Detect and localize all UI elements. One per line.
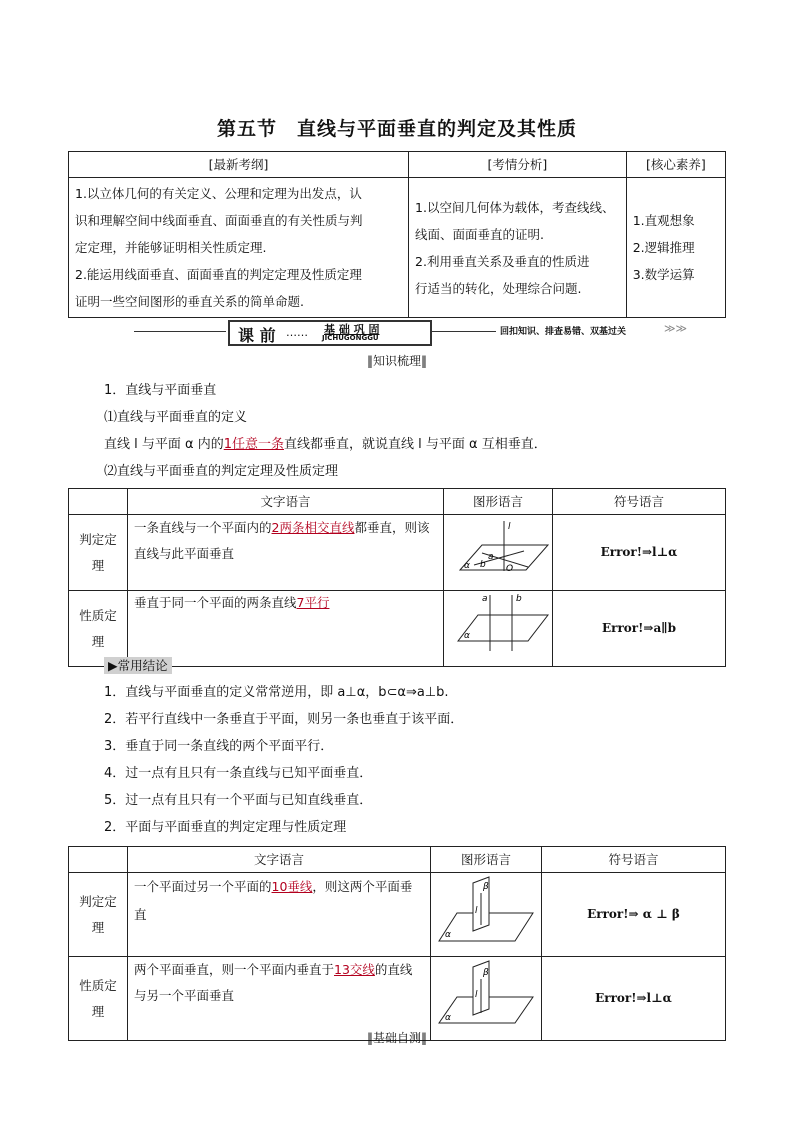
fig-label-alpha: α [464,561,470,571]
conclusion-tag [104,656,172,674]
table3-row2-pre: 两个平面垂直，则一个平面内垂直于 [134,962,335,977]
syllabus-line: 证明一些空间图形的垂直关系的简单命题. [75,294,304,309]
line-perpendicular-plane-figure [444,515,552,581]
literacy-cell [626,178,725,318]
conclusion-label: ▶常用结论 [104,657,172,674]
table3-row1-figure [431,873,542,957]
plane-perpendicular-figure [431,873,541,947]
page-title: 第五节 直线与平面垂直的判定及其性质 [216,118,577,140]
plane-property-figure [431,957,541,1031]
table2-row1-fill: 2两条相交直线 [271,520,355,535]
conclusion-1: 1．直线与平面垂直的定义常常逆用，即 a⊥α，b⊂α⇒a⊥b. [104,685,449,700]
table2-row1-figure [444,515,553,591]
plane-plane-table [68,846,726,1041]
syllabus-table [68,151,726,318]
table3-row1-pre: 一个平面过另一个平面的 [134,879,272,894]
fig-label-l: l [475,990,478,1000]
fig-label-O: O [506,564,514,574]
line-plane-table [68,488,726,667]
table3-row2-text [128,957,431,1041]
table3-row2-symbol: Error!⇒l⊥α [542,957,726,1041]
fig-label-l: l [475,906,478,916]
table2-row1-pre: 一条直线与一个平面内的 [134,520,272,535]
literacy-line: 3.数学运算 [632,267,695,282]
banner-right-text: 回扣知识、排查易错、双基过关 [500,327,627,337]
table3-row1-post: ，则这两个平面垂直 [134,879,413,922]
heading-1: 1．直线与平面垂直 [104,383,217,398]
literacy-line: 2.逻辑推理 [632,240,695,255]
table3-row1-symbol: Error!⇒ α ⊥ β [542,873,726,957]
analysis-line: 2.利用垂直关系及垂直的性质进 [415,253,590,269]
analysis-line: 1.以空间几何体为载体，考查线线、 [415,199,615,215]
banner-rule-right [432,331,496,332]
fig-label-b: b [516,594,522,604]
table2-row1-text [128,515,444,591]
fig-label-b: b [480,560,486,570]
table2-header-figure: 图形语言 [444,489,553,515]
heading-1-2: ⑵直线与平面垂直的判定定理及性质定理 [104,464,339,479]
section-knowledge: ‖知识梳理‖ [366,354,427,368]
fig-label-l: l [508,522,511,532]
table3-header-figure: 图形语言 [431,847,542,873]
header-analysis: [考情分析] [409,152,627,178]
definition-prefix: 直线 l 与平面 α 内的 [104,437,224,452]
analysis-line: 行适当的转化，处理综合问题. [415,280,582,296]
syllabus-line: 定定理，并能够证明相关性质定理. [75,240,267,255]
analysis-line: 线面、面面垂直的证明. [415,226,545,242]
table3-row2-fill: 13交线 [334,962,375,977]
table3-row1-label: 判定定理 [69,873,128,957]
table2-row2-pre: 垂直于同一个平面的两条直线 [134,595,297,610]
header-syllabus: [最新考纲] [69,152,409,178]
syllabus-line: 识和理解空间中线面垂直、面面垂直的有关性质与判 [75,213,363,228]
table3-header-empty [69,847,128,873]
table3-row1-fill: 10垂线 [271,879,313,894]
parallel-lines-plane-figure [444,591,552,657]
banner-dots: …… [286,326,308,339]
analysis-cell [409,178,627,318]
literacy-line: 1.直观想象 [632,213,695,228]
table2-row1-symbol: Error!⇒l⊥α [553,515,726,591]
table2-header-empty [69,489,128,515]
header-literacy: [核心素养] [626,152,725,178]
table3-header-symbol: 符号语言 [542,847,726,873]
definition-suffix: 直线都垂直，就说直线 l 与平面 α 互相垂直． [284,437,547,452]
table2-row2-text [128,591,444,667]
banner-arrows: ≫≫ [664,322,688,335]
table2-row1-post: 都垂直，则该直线与此平面垂直 [134,520,430,561]
table3-row2-label: 性质定理 [69,957,128,1041]
definition-line [104,435,547,455]
table3-row1-text [128,873,431,957]
fig-label-alpha: α [445,1013,451,1023]
fig-label-alpha: α [464,631,470,641]
conclusion-3: 3．垂直于同一条直线的两个平面平行． [104,739,334,754]
table3-row2-post: 的直线与另一个平面垂直 [134,962,413,1003]
table2-header-text: 文字语言 [128,489,444,515]
syllabus-line: 1.以立体几何的有关定义、公理和定理为出发点，认 [75,186,362,201]
syllabus-line: 2.能运用线面垂直、面面垂直的判定定理及性质定理 [75,267,362,282]
table2-row2-fill: 7平行 [296,595,330,610]
fig-label-a: a [482,594,488,604]
table3-row2-figure [431,957,542,1041]
fig-label-a: a [488,552,494,562]
banner-mid-pinyin: JICHUGONGGU [322,334,379,342]
definition-fill: 1任意一条 [223,437,284,452]
table2-row2-figure [444,591,553,667]
conclusion-5: 5．过一点有且只有一个平面与已知直线垂直． [104,793,373,808]
banner-rule-left [134,331,226,332]
heading-1-1: ⑴直线与平面垂直的定义 [104,410,248,425]
banner-left-text: 课 前 [238,326,276,345]
conclusion-4: 4．过一点有且只有一条直线与已知平面垂直． [104,766,373,781]
table3-header-text: 文字语言 [128,847,431,873]
banner-box [228,320,432,346]
fig-label-beta: β [483,968,489,978]
table2-row2-label: 性质定理 [69,591,128,667]
section-self-test: ‖基础自测‖ [366,1031,427,1045]
fig-label-alpha: α [445,930,451,940]
conclusion-2: 2．若平行直线中一条垂直于平面，则另一条也垂直于该平面． [104,712,464,727]
table2-header-symbol: 符号语言 [553,489,726,515]
heading-2: 2．平面与平面垂直的判定定理与性质定理 [104,820,347,835]
fig-label-beta: β [483,882,489,892]
banner-mid-cn: 基 础 巩 固 [324,323,380,336]
table2-row2-symbol: Error!⇒a∥b [553,591,726,667]
syllabus-cell [69,178,409,318]
table2-row1-label: 判定定理 [69,515,128,591]
